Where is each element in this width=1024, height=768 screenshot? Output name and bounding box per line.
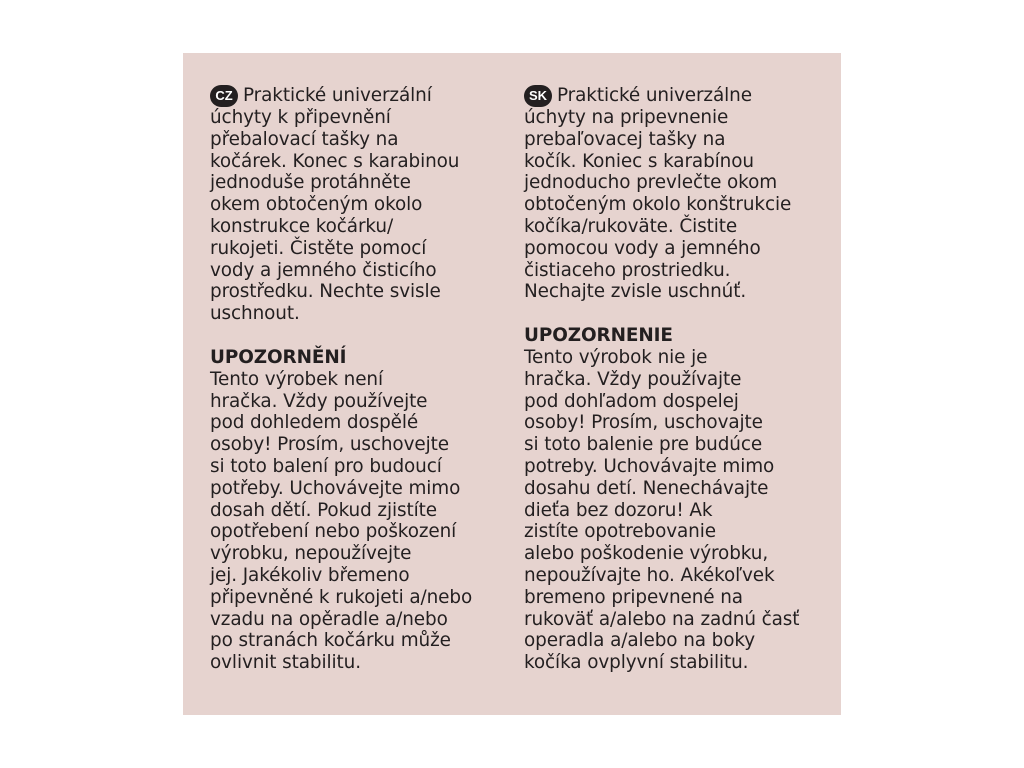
czech-column [210, 85, 510, 674]
sk-warning-heading: UPOZORNENIE [524, 325, 673, 347]
sk-language-badge: SK [524, 85, 552, 107]
sk-intro-text: Praktické univerzálne úchyty na pripevnenie prebaľovacej tašky na kočík. Koniec s karabínou jednoducho prevlečte okom obtočeným okolo konštrukcie kočíka/rukoväte. Čistite pomocou vody a jemného čistiaceho prostriedku. Nechajte zvisle uschnúť. [524, 85, 792, 303]
slovak-column [524, 85, 830, 674]
sk-warning-text: Tento výrobok nie je hračka. Vždy používajte pod dohľadom dospelej osoby! Prosím, uschovajte si toto balenie pre budúce potreby. Uchovávajte mimo dosahu detí. Nenechávajte dieťa bez dozoru! Ak zistíte opotrebovanie alebo poškodenie výrobku, nepoužívajte ho. Akékoľvek bremeno pripevnené na rukoväť a/alebo na zadnú časť operadla a/alebo na boky kočíka ovplyvní stabilitu. [524, 346, 800, 674]
sk-intro-paragraph [524, 85, 830, 303]
cz-warning-block [210, 347, 510, 674]
cz-warning-text: Tento výrobek není hračka. Vždy používejte pod dohledem dospělé osoby! Prosím, uschovejte si toto balení pro budoucí potřeby. Uchovávejte mimo dosah dětí. Pokud zjistíte opotřebení nebo poškození výrobku, nepoužívejte jej. Jakékoliv břemeno připevněné k rukojeti a/nebo vzadu na opěradle a/nebo po stranách kočárku může ovlivnit stabilitu. [210, 368, 473, 674]
cz-intro-paragraph [210, 85, 510, 325]
instruction-panel [183, 53, 841, 715]
sk-warning-block [524, 325, 830, 674]
cz-warning-heading: UPOZORNĚNÍ [210, 346, 347, 368]
cz-language-badge: CZ [210, 85, 238, 107]
cz-intro-text: Praktické univerzální úchyty k připevnění přebalovací tašky na kočárek. Konec s karabinou jednoduše protáhněte okem obtočeným okolo konstrukce kočárku/ rukojeti. Čistěte pomocí vody a jemného čisticího prostředku. Nechte svisle uschnout. [210, 85, 460, 325]
